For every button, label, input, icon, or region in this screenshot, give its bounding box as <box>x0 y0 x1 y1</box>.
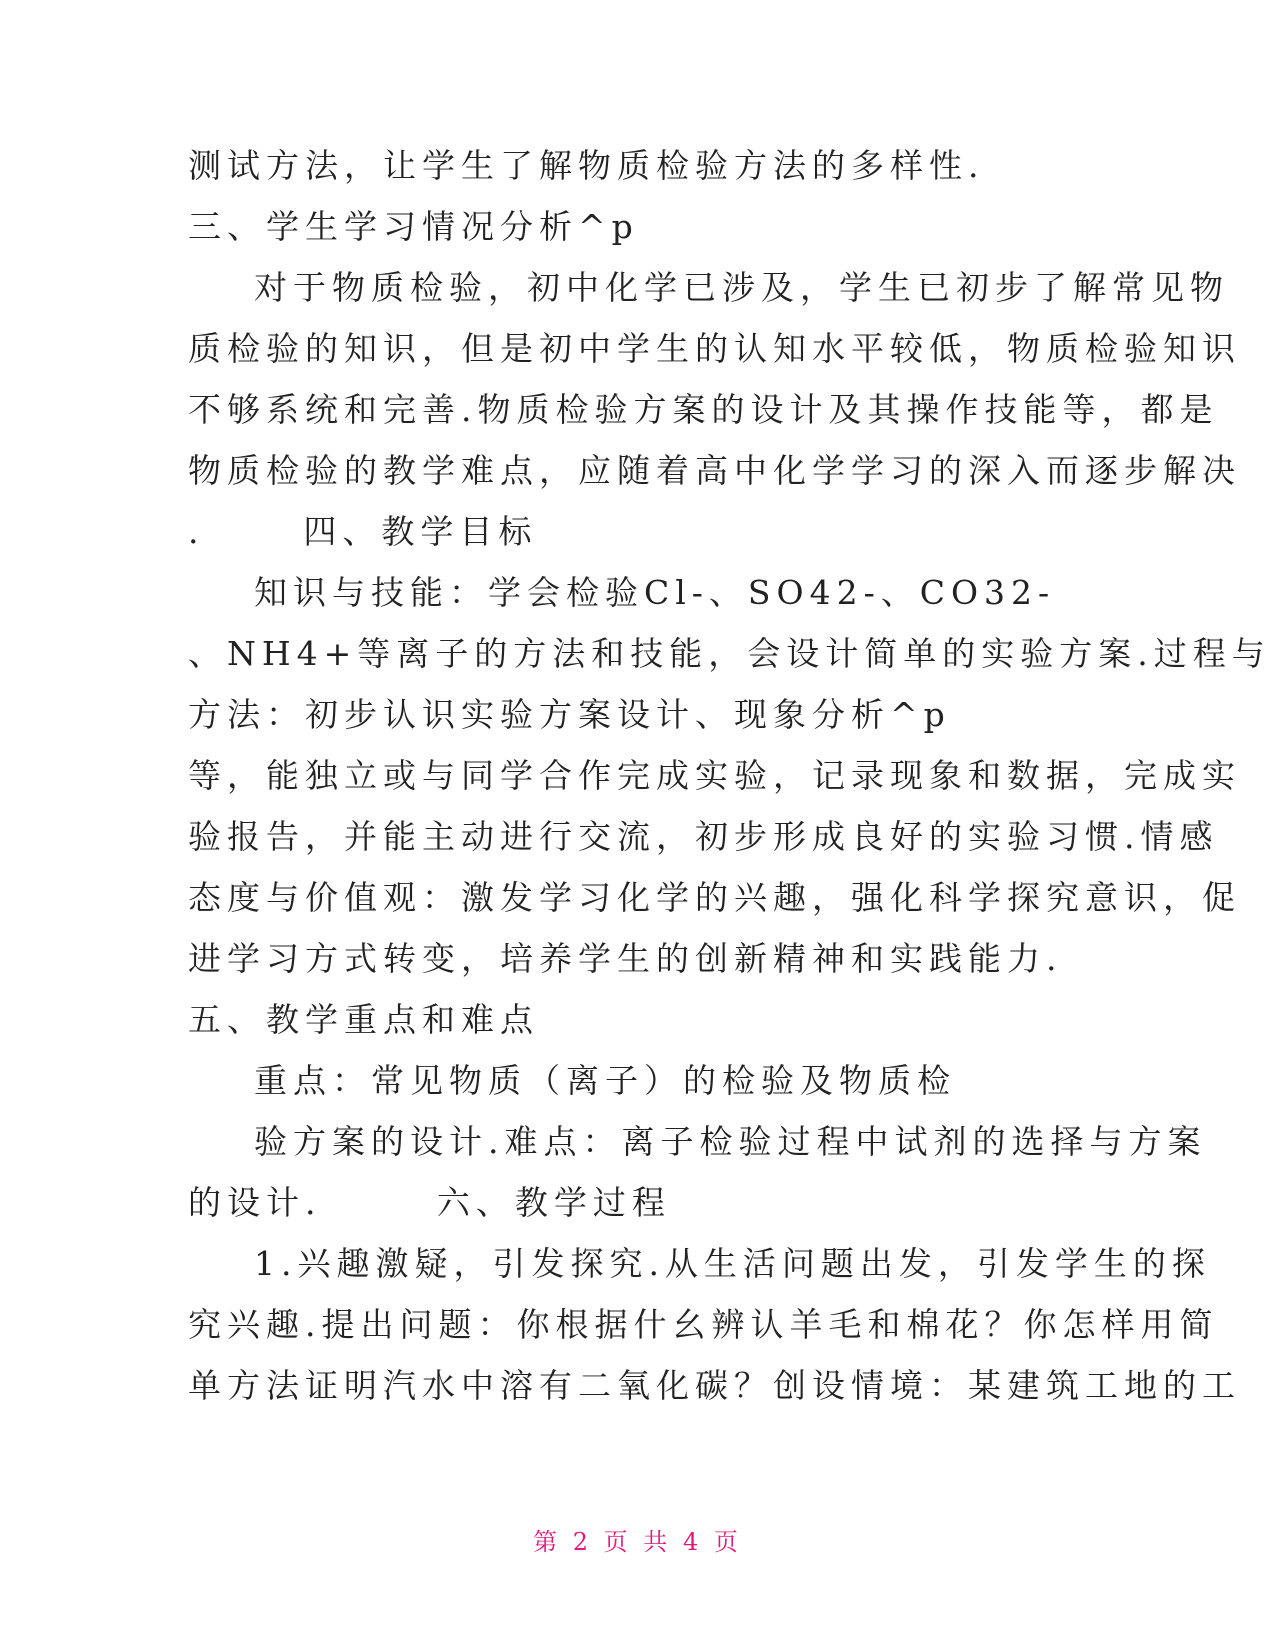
text-line: 、NH4+等离子的方法和技能，会设计简单的实验方案.过程与 <box>188 634 1271 673</box>
section-heading: 的设计. 六、教学过程 <box>188 1183 671 1222</box>
text-line: 验方案的设计.难点：离子检验过程中试剂的选择与方案 <box>188 1122 1207 1161</box>
text-line: 不够系统和完善.物质检验方案的设计及其操作技能等，都是 <box>188 390 1219 429</box>
text-line: 质检验的知识，但是初中学生的认知水平较低，物质检验知识 <box>188 329 1241 368</box>
text-line: 对于物质检验，初中化学已涉及，学生已初步了解常见物 <box>188 268 1229 307</box>
text-line: 态度与价值观：激发学习化学的兴趣，强化科学探究意识，促 <box>188 878 1241 917</box>
text-line: 重点：常见物质（离子）的检验及物质检 <box>188 1061 956 1100</box>
text-line: 验报告，并能主动进行交流，初步形成良好的实验习惯.情感 <box>188 817 1219 856</box>
text-line: 单方法证明汽水中溶有二氧化碳？创设情境：某建筑工地的工 <box>188 1366 1241 1405</box>
text-line: 1.兴趣激疑，引发探究.从生活问题出发，引发学生的探 <box>188 1244 1211 1283</box>
text-line: 进学习方式转变，培养学生的创新精神和实践能力. <box>188 939 1063 978</box>
text-line: 方法：初步认识实验方案设计、现象分析^p <box>188 695 951 734</box>
text-line: 知识与技能：学会检验Cl-、SO42-、CO32- <box>188 573 1056 612</box>
text-line: 等，能独立或与同学合作完成实验，记录现象和数据，完成实 <box>188 756 1241 795</box>
section-heading: . 四、教学目标 <box>188 512 538 551</box>
page-number-footer: 第 2 页 共 4 页 <box>533 1528 742 1556</box>
section-heading: 五、教学重点和难点 <box>188 1000 539 1039</box>
text-line: 究兴趣.提出问题：你根据什幺辨认羊毛和棉花？你怎样用简 <box>188 1305 1219 1344</box>
text-line: 测试方法，让学生了解物质检验方法的多样性. <box>188 146 985 185</box>
section-heading: 三、学生学习情况分析^p <box>188 207 639 246</box>
text-line: 物质检验的教学难点，应随着高中化学学习的深入而逐步解决 <box>188 451 1241 490</box>
